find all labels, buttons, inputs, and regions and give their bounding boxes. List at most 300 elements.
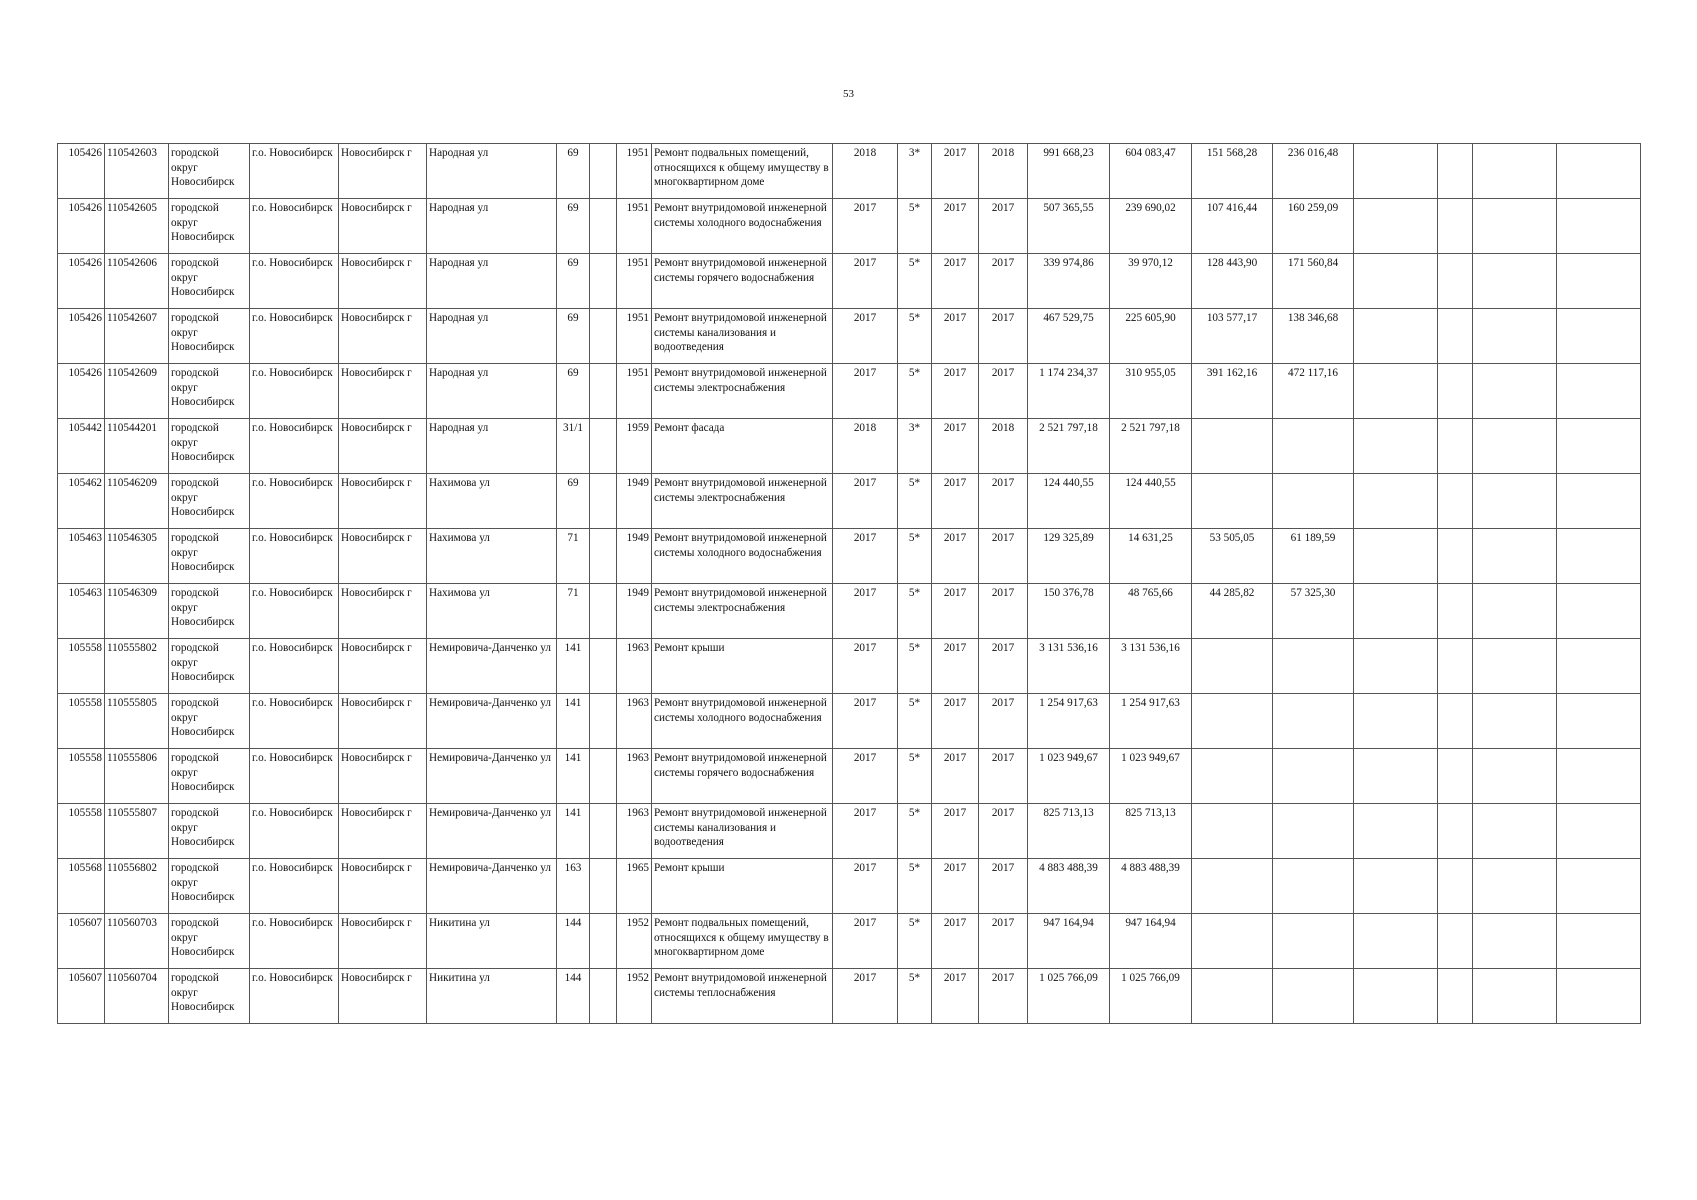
- extra-4-cell: [1557, 144, 1641, 199]
- house-number-cell: 141: [557, 749, 590, 804]
- cost-part-1-cell: 39 970,12: [1110, 254, 1192, 309]
- street-cell: Немировича-Данченко ул: [427, 804, 557, 859]
- house-id-cell: 105607: [58, 914, 105, 969]
- city-cell: Новосибирск г: [339, 694, 427, 749]
- building-cell: [590, 199, 617, 254]
- cost-part-1-cell: 310 955,05: [1110, 364, 1192, 419]
- plan-year-cell: 2017: [833, 694, 898, 749]
- total-cost-cell: 1 025 766,09: [1028, 969, 1110, 1024]
- city-cell: Новосибирск г: [339, 199, 427, 254]
- extra-1-cell: [1354, 474, 1438, 529]
- cost-part-1-cell: 3 131 536,16: [1110, 639, 1192, 694]
- house-id-cell: 105568: [58, 859, 105, 914]
- house-id-cell: 105558: [58, 804, 105, 859]
- table-body: [58, 144, 1641, 1024]
- cost-part-2-cell: 128 443,90: [1192, 254, 1273, 309]
- city-cell: Новосибирск г: [339, 364, 427, 419]
- cost-part-2-cell: [1192, 804, 1273, 859]
- year-built-cell: 1965: [617, 859, 652, 914]
- extra-2-cell: [1438, 694, 1473, 749]
- cost-part-1-cell: 2 521 797,18: [1110, 419, 1192, 474]
- extra-4-cell: [1557, 749, 1641, 804]
- street-cell: Немировича-Данченко ул: [427, 749, 557, 804]
- table-row: [58, 804, 1641, 859]
- cost-part-3-cell: [1273, 639, 1354, 694]
- cost-part-2-cell: [1192, 694, 1273, 749]
- table-row: [58, 639, 1641, 694]
- extra-1-cell: [1354, 859, 1438, 914]
- cost-part-3-cell: 61 189,59: [1273, 529, 1354, 584]
- cost-part-3-cell: 57 325,30: [1273, 584, 1354, 639]
- cost-part-2-cell: 107 416,44: [1192, 199, 1273, 254]
- table-row: [58, 364, 1641, 419]
- extra-4-cell: [1557, 694, 1641, 749]
- city-cell: Новосибирск г: [339, 309, 427, 364]
- total-cost-cell: 129 325,89: [1028, 529, 1110, 584]
- year-built-cell: 1951: [617, 364, 652, 419]
- house-number-cell: 69: [557, 474, 590, 529]
- building-cell: [590, 584, 617, 639]
- plan-year-cell: 2017: [833, 859, 898, 914]
- extra-3-cell: [1473, 254, 1557, 309]
- cost-part-3-cell: [1273, 914, 1354, 969]
- repair-program-table: [57, 143, 1641, 1024]
- street-cell: Нахимова ул: [427, 529, 557, 584]
- extra-3-cell: [1473, 749, 1557, 804]
- house-number-cell: 31/1: [557, 419, 590, 474]
- priority-cell: 5*: [898, 529, 932, 584]
- plan-year-cell: 2017: [833, 914, 898, 969]
- house-number-cell: 69: [557, 254, 590, 309]
- extra-4-cell: [1557, 254, 1641, 309]
- building-cell: [590, 474, 617, 529]
- cost-part-2-cell: 151 568,28: [1192, 144, 1273, 199]
- start-year-cell: 2017: [932, 474, 979, 529]
- work-type-cell: Ремонт внутридомовой инженерной системы электроснабжения: [652, 364, 833, 419]
- work-id-cell: 110546305: [105, 529, 169, 584]
- work-id-cell: 110544201: [105, 419, 169, 474]
- house-number-cell: 144: [557, 914, 590, 969]
- municipality-cell: городской округ Новосибирск: [169, 749, 250, 804]
- building-cell: [590, 749, 617, 804]
- total-cost-cell: 825 713,13: [1028, 804, 1110, 859]
- building-cell: [590, 804, 617, 859]
- end-year-cell: 2017: [979, 254, 1028, 309]
- house-number-cell: 69: [557, 144, 590, 199]
- priority-cell: 3*: [898, 144, 932, 199]
- house-id-cell: 105558: [58, 694, 105, 749]
- extra-1-cell: [1354, 364, 1438, 419]
- start-year-cell: 2017: [932, 969, 979, 1024]
- work-type-cell: Ремонт внутридомовой инженерной системы канализования и водоотведения: [652, 804, 833, 859]
- table-row: [58, 914, 1641, 969]
- extra-1-cell: [1354, 639, 1438, 694]
- total-cost-cell: 467 529,75: [1028, 309, 1110, 364]
- total-cost-cell: 947 164,94: [1028, 914, 1110, 969]
- city-cell: Новосибирск г: [339, 584, 427, 639]
- work-id-cell: 110556802: [105, 859, 169, 914]
- start-year-cell: 2017: [932, 804, 979, 859]
- house-id-cell: 105426: [58, 144, 105, 199]
- extra-2-cell: [1438, 914, 1473, 969]
- year-built-cell: 1963: [617, 749, 652, 804]
- street-cell: Нахимова ул: [427, 584, 557, 639]
- start-year-cell: 2017: [932, 694, 979, 749]
- municipal-district-cell: г.о. Новосибирск: [250, 584, 339, 639]
- total-cost-cell: 507 365,55: [1028, 199, 1110, 254]
- priority-cell: 5*: [898, 639, 932, 694]
- extra-3-cell: [1473, 419, 1557, 474]
- work-id-cell: 110546209: [105, 474, 169, 529]
- table-row: [58, 859, 1641, 914]
- municipal-district-cell: г.о. Новосибирск: [250, 969, 339, 1024]
- start-year-cell: 2017: [932, 749, 979, 804]
- plan-year-cell: 2017: [833, 254, 898, 309]
- cost-part-1-cell: 124 440,55: [1110, 474, 1192, 529]
- plan-year-cell: 2017: [833, 529, 898, 584]
- total-cost-cell: 2 521 797,18: [1028, 419, 1110, 474]
- street-cell: Народная ул: [427, 199, 557, 254]
- work-id-cell: 110542609: [105, 364, 169, 419]
- building-cell: [590, 639, 617, 694]
- street-cell: Народная ул: [427, 309, 557, 364]
- extra-1-cell: [1354, 254, 1438, 309]
- municipal-district-cell: г.о. Новосибирск: [250, 364, 339, 419]
- cost-part-3-cell: 171 560,84: [1273, 254, 1354, 309]
- work-type-cell: Ремонт подвальных помещений, относящихся к общему имуществу в многоквартирном доме: [652, 914, 833, 969]
- start-year-cell: 2017: [932, 859, 979, 914]
- total-cost-cell: 1 174 234,37: [1028, 364, 1110, 419]
- house-id-cell: 105426: [58, 199, 105, 254]
- cost-part-2-cell: 53 505,05: [1192, 529, 1273, 584]
- cost-part-3-cell: [1273, 694, 1354, 749]
- house-id-cell: 105607: [58, 969, 105, 1024]
- city-cell: Новосибирск г: [339, 859, 427, 914]
- municipal-district-cell: г.о. Новосибирск: [250, 749, 339, 804]
- priority-cell: 5*: [898, 749, 932, 804]
- start-year-cell: 2017: [932, 309, 979, 364]
- street-cell: Никитина ул: [427, 969, 557, 1024]
- cost-part-3-cell: [1273, 419, 1354, 474]
- house-id-cell: 105426: [58, 309, 105, 364]
- extra-1-cell: [1354, 529, 1438, 584]
- house-number-cell: 141: [557, 639, 590, 694]
- table-row: [58, 969, 1641, 1024]
- house-number-cell: 141: [557, 694, 590, 749]
- plan-year-cell: 2017: [833, 639, 898, 694]
- extra-1-cell: [1354, 969, 1438, 1024]
- cost-part-2-cell: 103 577,17: [1192, 309, 1273, 364]
- building-cell: [590, 969, 617, 1024]
- plan-year-cell: 2018: [833, 419, 898, 474]
- work-type-cell: Ремонт внутридомовой инженерной системы горячего водоснабжения: [652, 749, 833, 804]
- plan-year-cell: 2017: [833, 199, 898, 254]
- cost-part-1-cell: 825 713,13: [1110, 804, 1192, 859]
- extra-2-cell: [1438, 474, 1473, 529]
- year-built-cell: 1951: [617, 144, 652, 199]
- house-number-cell: 69: [557, 309, 590, 364]
- extra-1-cell: [1354, 914, 1438, 969]
- end-year-cell: 2017: [979, 804, 1028, 859]
- house-id-cell: 105463: [58, 529, 105, 584]
- priority-cell: 5*: [898, 859, 932, 914]
- extra-1-cell: [1354, 419, 1438, 474]
- cost-part-3-cell: 472 117,16: [1273, 364, 1354, 419]
- cost-part-2-cell: 44 285,82: [1192, 584, 1273, 639]
- municipality-cell: городской округ Новосибирск: [169, 254, 250, 309]
- extra-1-cell: [1354, 694, 1438, 749]
- cost-part-1-cell: 14 631,25: [1110, 529, 1192, 584]
- extra-4-cell: [1557, 804, 1641, 859]
- municipality-cell: городской округ Новосибирск: [169, 529, 250, 584]
- start-year-cell: 2017: [932, 364, 979, 419]
- municipality-cell: городской округ Новосибирск: [169, 474, 250, 529]
- end-year-cell: 2017: [979, 474, 1028, 529]
- cost-part-3-cell: [1273, 969, 1354, 1024]
- extra-3-cell: [1473, 639, 1557, 694]
- work-id-cell: 110542605: [105, 199, 169, 254]
- table-row: [58, 584, 1641, 639]
- extra-3-cell: [1473, 804, 1557, 859]
- extra-3-cell: [1473, 364, 1557, 419]
- street-cell: Немировича-Данченко ул: [427, 859, 557, 914]
- municipal-district-cell: г.о. Новосибирск: [250, 639, 339, 694]
- work-id-cell: 110555802: [105, 639, 169, 694]
- priority-cell: 5*: [898, 309, 932, 364]
- building-cell: [590, 364, 617, 419]
- building-cell: [590, 144, 617, 199]
- year-built-cell: 1949: [617, 584, 652, 639]
- extra-3-cell: [1473, 584, 1557, 639]
- municipal-district-cell: г.о. Новосибирск: [250, 144, 339, 199]
- extra-3-cell: [1473, 914, 1557, 969]
- page-number: 53: [843, 88, 854, 100]
- plan-year-cell: 2017: [833, 474, 898, 529]
- municipality-cell: городской округ Новосибирск: [169, 364, 250, 419]
- municipality-cell: городской округ Новосибирск: [169, 804, 250, 859]
- plan-year-cell: 2017: [833, 749, 898, 804]
- extra-2-cell: [1438, 859, 1473, 914]
- extra-1-cell: [1354, 144, 1438, 199]
- cost-part-2-cell: [1192, 749, 1273, 804]
- work-id-cell: 110542606: [105, 254, 169, 309]
- extra-3-cell: [1473, 529, 1557, 584]
- extra-3-cell: [1473, 694, 1557, 749]
- house-id-cell: 105462: [58, 474, 105, 529]
- end-year-cell: 2017: [979, 309, 1028, 364]
- cost-part-3-cell: 236 016,48: [1273, 144, 1354, 199]
- street-cell: Немировича-Данченко ул: [427, 639, 557, 694]
- plan-year-cell: 2017: [833, 969, 898, 1024]
- extra-4-cell: [1557, 639, 1641, 694]
- end-year-cell: 2017: [979, 639, 1028, 694]
- cost-part-2-cell: 391 162,16: [1192, 364, 1273, 419]
- street-cell: Нахимова ул: [427, 474, 557, 529]
- year-built-cell: 1963: [617, 804, 652, 859]
- table-row: [58, 474, 1641, 529]
- plan-year-cell: 2017: [833, 364, 898, 419]
- table-row: [58, 199, 1641, 254]
- extra-2-cell: [1438, 364, 1473, 419]
- city-cell: Новосибирск г: [339, 969, 427, 1024]
- end-year-cell: 2018: [979, 144, 1028, 199]
- total-cost-cell: 3 131 536,16: [1028, 639, 1110, 694]
- extra-2-cell: [1438, 749, 1473, 804]
- table-row: [58, 749, 1641, 804]
- extra-2-cell: [1438, 419, 1473, 474]
- start-year-cell: 2017: [932, 144, 979, 199]
- municipal-district-cell: г.о. Новосибирск: [250, 309, 339, 364]
- priority-cell: 5*: [898, 914, 932, 969]
- start-year-cell: 2017: [932, 199, 979, 254]
- house-number-cell: 71: [557, 529, 590, 584]
- house-number-cell: 163: [557, 859, 590, 914]
- cost-part-3-cell: [1273, 474, 1354, 529]
- extra-3-cell: [1473, 199, 1557, 254]
- work-id-cell: 110560703: [105, 914, 169, 969]
- work-id-cell: 110542603: [105, 144, 169, 199]
- priority-cell: 5*: [898, 474, 932, 529]
- house-number-cell: 69: [557, 364, 590, 419]
- work-type-cell: Ремонт внутридомовой инженерной системы канализования и водоотведения: [652, 309, 833, 364]
- municipality-cell: городской округ Новосибирск: [169, 914, 250, 969]
- total-cost-cell: 150 376,78: [1028, 584, 1110, 639]
- end-year-cell: 2017: [979, 859, 1028, 914]
- table-row: [58, 694, 1641, 749]
- year-built-cell: 1949: [617, 474, 652, 529]
- city-cell: Новосибирск г: [339, 749, 427, 804]
- municipality-cell: городской округ Новосибирск: [169, 309, 250, 364]
- street-cell: Народная ул: [427, 419, 557, 474]
- plan-year-cell: 2018: [833, 144, 898, 199]
- city-cell: Новосибирск г: [339, 529, 427, 584]
- cost-part-3-cell: 138 346,68: [1273, 309, 1354, 364]
- house-id-cell: 105426: [58, 254, 105, 309]
- priority-cell: 3*: [898, 419, 932, 474]
- city-cell: Новосибирск г: [339, 639, 427, 694]
- year-built-cell: 1951: [617, 199, 652, 254]
- table-row: [58, 254, 1641, 309]
- cost-part-1-cell: 1 023 949,67: [1110, 749, 1192, 804]
- work-type-cell: Ремонт внутридомовой инженерной системы теплоснабжения: [652, 969, 833, 1024]
- work-type-cell: Ремонт внутридомовой инженерной системы холодного водоснабжения: [652, 529, 833, 584]
- work-id-cell: 110555805: [105, 694, 169, 749]
- extra-4-cell: [1557, 859, 1641, 914]
- priority-cell: 5*: [898, 254, 932, 309]
- year-built-cell: 1951: [617, 254, 652, 309]
- plan-year-cell: 2017: [833, 584, 898, 639]
- table-row: [58, 529, 1641, 584]
- extra-3-cell: [1473, 859, 1557, 914]
- extra-1-cell: [1354, 199, 1438, 254]
- start-year-cell: 2017: [932, 584, 979, 639]
- cost-part-2-cell: [1192, 419, 1273, 474]
- municipality-cell: городской округ Новосибирск: [169, 419, 250, 474]
- extra-2-cell: [1438, 254, 1473, 309]
- end-year-cell: 2018: [979, 419, 1028, 474]
- plan-year-cell: 2017: [833, 804, 898, 859]
- work-type-cell: Ремонт внутридомовой инженерной системы холодного водоснабжения: [652, 199, 833, 254]
- start-year-cell: 2017: [932, 254, 979, 309]
- work-type-cell: Ремонт крыши: [652, 859, 833, 914]
- municipal-district-cell: г.о. Новосибирск: [250, 804, 339, 859]
- house-number-cell: 144: [557, 969, 590, 1024]
- extra-4-cell: [1557, 474, 1641, 529]
- municipality-cell: городской округ Новосибирск: [169, 144, 250, 199]
- municipality-cell: городской округ Новосибирск: [169, 694, 250, 749]
- cost-part-1-cell: 604 083,47: [1110, 144, 1192, 199]
- extra-2-cell: [1438, 199, 1473, 254]
- extra-4-cell: [1557, 529, 1641, 584]
- street-cell: Народная ул: [427, 144, 557, 199]
- cost-part-2-cell: [1192, 914, 1273, 969]
- priority-cell: 5*: [898, 804, 932, 859]
- total-cost-cell: 1 023 949,67: [1028, 749, 1110, 804]
- house-number-cell: 141: [557, 804, 590, 859]
- extra-4-cell: [1557, 309, 1641, 364]
- work-id-cell: 110560704: [105, 969, 169, 1024]
- municipality-cell: городской округ Новосибирск: [169, 584, 250, 639]
- municipal-district-cell: г.о. Новосибирск: [250, 199, 339, 254]
- priority-cell: 5*: [898, 199, 932, 254]
- building-cell: [590, 914, 617, 969]
- work-id-cell: 110555806: [105, 749, 169, 804]
- table-row: [58, 309, 1641, 364]
- cost-part-2-cell: [1192, 859, 1273, 914]
- extra-2-cell: [1438, 309, 1473, 364]
- municipality-cell: городской округ Новосибирск: [169, 859, 250, 914]
- city-cell: Новосибирск г: [339, 804, 427, 859]
- extra-2-cell: [1438, 969, 1473, 1024]
- street-cell: Народная ул: [427, 254, 557, 309]
- city-cell: Новосибирск г: [339, 914, 427, 969]
- municipal-district-cell: г.о. Новосибирск: [250, 694, 339, 749]
- year-built-cell: 1951: [617, 309, 652, 364]
- house-id-cell: 105463: [58, 584, 105, 639]
- house-id-cell: 105558: [58, 639, 105, 694]
- extra-3-cell: [1473, 144, 1557, 199]
- work-type-cell: Ремонт внутридомовой инженерной системы горячего водоснабжения: [652, 254, 833, 309]
- municipal-district-cell: г.о. Новосибирск: [250, 529, 339, 584]
- cost-part-2-cell: [1192, 969, 1273, 1024]
- city-cell: Новосибирск г: [339, 419, 427, 474]
- extra-4-cell: [1557, 199, 1641, 254]
- priority-cell: 5*: [898, 969, 932, 1024]
- priority-cell: 5*: [898, 364, 932, 419]
- priority-cell: 5*: [898, 694, 932, 749]
- total-cost-cell: 991 668,23: [1028, 144, 1110, 199]
- municipality-cell: городской округ Новосибирск: [169, 969, 250, 1024]
- year-built-cell: 1952: [617, 914, 652, 969]
- cost-part-3-cell: 160 259,09: [1273, 199, 1354, 254]
- extra-3-cell: [1473, 474, 1557, 529]
- end-year-cell: 2017: [979, 694, 1028, 749]
- end-year-cell: 2017: [979, 749, 1028, 804]
- cost-part-1-cell: 947 164,94: [1110, 914, 1192, 969]
- city-cell: Новосибирск г: [339, 254, 427, 309]
- municipal-district-cell: г.о. Новосибирск: [250, 859, 339, 914]
- cost-part-2-cell: [1192, 639, 1273, 694]
- work-type-cell: Ремонт внутридомовой инженерной системы электроснабжения: [652, 584, 833, 639]
- extra-4-cell: [1557, 914, 1641, 969]
- end-year-cell: 2017: [979, 529, 1028, 584]
- municipality-cell: городской округ Новосибирск: [169, 639, 250, 694]
- start-year-cell: 2017: [932, 529, 979, 584]
- building-cell: [590, 694, 617, 749]
- work-id-cell: 110555807: [105, 804, 169, 859]
- municipal-district-cell: г.о. Новосибирск: [250, 419, 339, 474]
- city-cell: Новосибирск г: [339, 474, 427, 529]
